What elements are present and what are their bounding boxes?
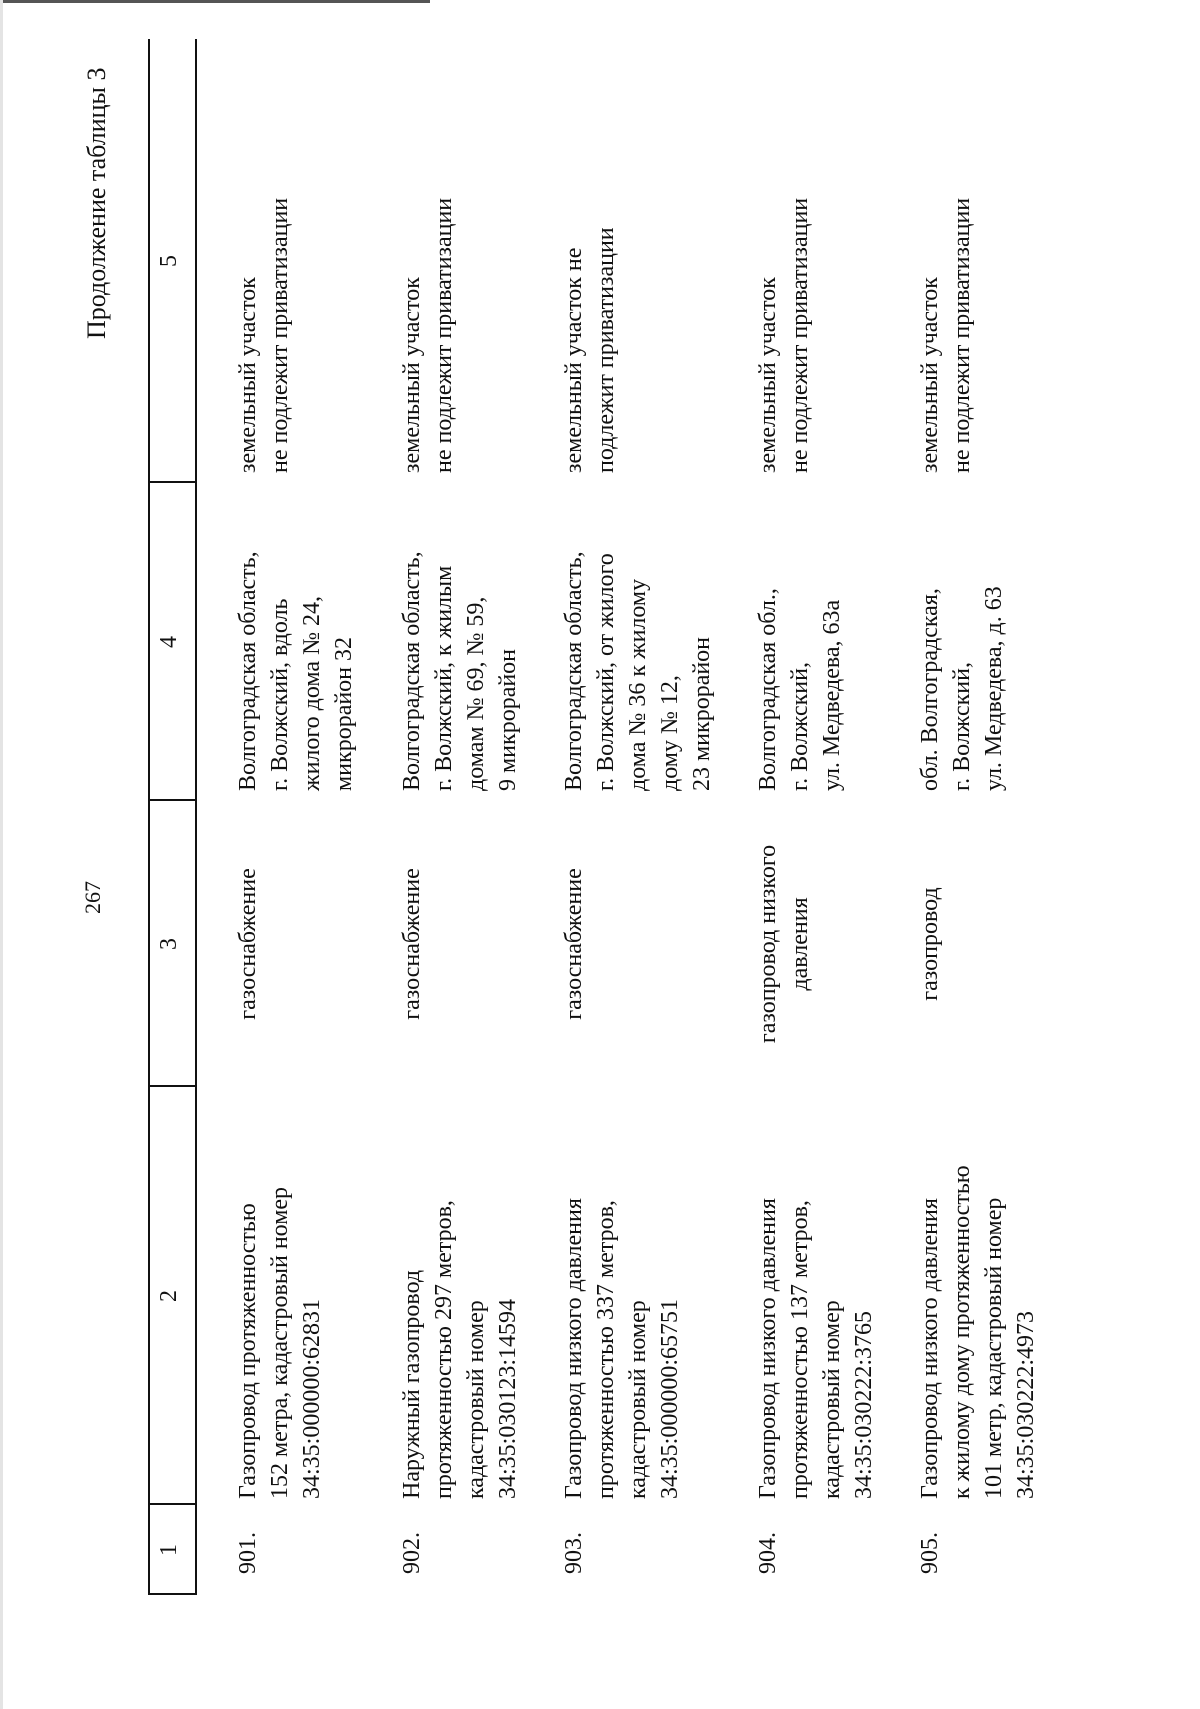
land-status-cell: земельный участок не подлежит приватизации: [399, 197, 457, 473]
object-name-cell: Газопровод низкого давления протяженностью 337 метров, кадастровый номер 34:35:000000:65751: [561, 1198, 683, 1499]
col-divider-2-3: [148, 1085, 196, 1087]
purpose-cell: газоснабжение: [399, 868, 425, 1020]
purpose-cell: газоснабжение: [561, 868, 587, 1020]
address-cell: Волгоградская обл., г. Волжский, ул. Медведева, 63а: [755, 588, 845, 791]
object-name-cell: Газопровод низкого давления к жилому дому протяженностью 101 метр, кадастровый номер 34:35:030222:4973: [917, 1165, 1039, 1499]
column-number-4: 4: [156, 636, 182, 648]
address-cell: обл. Волгоградская, г. Волжский, ул. Медведева, д. 63: [917, 586, 1007, 791]
land-status-cell: земельный участок не подлежит приватизации: [917, 197, 975, 473]
header-top-border: [148, 39, 150, 1595]
object-name-cell: Газопровод протяженностью 152 метра, кадастровый номер 34:35:000000:62831: [235, 1186, 325, 1499]
land-status-cell: земельный участок не подлежит приватизации: [561, 227, 619, 473]
col-divider-4-5: [148, 481, 196, 483]
row-number: 904.: [755, 1532, 781, 1574]
table-left-border: [148, 1593, 196, 1595]
col-divider-3-4: [148, 799, 196, 801]
row-number: 905.: [917, 1532, 943, 1574]
address-cell: Волгоградская область, г. Волжский, вдоль жилого дома № 24, микрорайон 32: [235, 551, 357, 791]
page-number: 267: [80, 881, 105, 914]
column-number-1: 1: [156, 1544, 182, 1556]
land-status-cell: земельный участок не подлежит приватизации: [235, 197, 293, 473]
column-number-5: 5: [156, 255, 182, 267]
purpose-cell: газопровод низкого давления: [755, 844, 813, 1044]
table-caption: Продолжение таблицы 3: [82, 67, 111, 339]
land-status-cell: земельный участок не подлежит приватизации: [755, 197, 813, 473]
row-number: 903.: [561, 1532, 587, 1574]
row-number: 901.: [235, 1532, 261, 1574]
address-cell: Волгоградская область, г. Волжский, от жилого дома № 36 к жилому дому № 12, 23 микрорайон: [561, 551, 715, 791]
column-number-2: 2: [156, 1290, 182, 1302]
object-name-cell: Газопровод низкого давления протяженностью 137 метров, кадастровый номер 34:35:030222:3765: [755, 1198, 877, 1499]
col-divider-1-2: [148, 1503, 196, 1505]
purpose-cell: газопровод: [917, 887, 943, 1001]
column-number-3: 3: [156, 938, 182, 950]
header-bottom-border: [195, 39, 197, 1595]
row-number: 902.: [399, 1532, 425, 1574]
address-cell: Волгоградская область, г. Волжский, к жилым домам № 69, № 59, 9 микрорайон: [399, 551, 521, 791]
object-name-cell: Наружный газопровод протяженностью 297 метров, кадастровый номер 34:35:030123:14594: [399, 1200, 521, 1499]
purpose-cell: газоснабжение: [235, 868, 261, 1020]
